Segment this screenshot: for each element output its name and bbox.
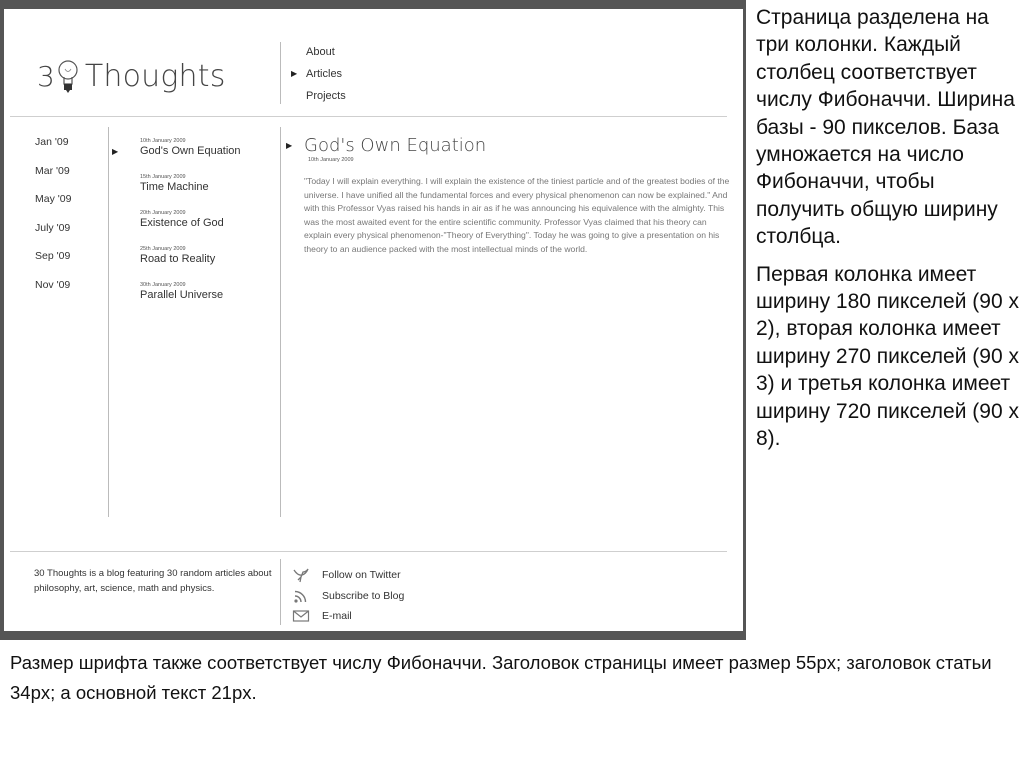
- bird-icon: [292, 567, 310, 583]
- twitter-link[interactable]: [292, 565, 404, 586]
- post-date: 10th January 2009: [308, 157, 354, 163]
- logo-number: 3: [37, 59, 55, 93]
- side-paragraph-1: Страница разделена на три колонки. Каждый столбец соответствует числу Фибоначчи. Ширина базы - 90 пикселов. База умножается на число Фибоначчи, чтобы получить общую ширину столбца.: [756, 6, 1015, 249]
- email-link[interactable]: [292, 606, 404, 627]
- column-divider-2: [280, 127, 281, 517]
- article-title: Time Machine: [140, 181, 209, 193]
- social-links: [292, 565, 404, 627]
- article-date: 30th January 2009: [140, 282, 186, 288]
- month-item[interactable]: Nov '09: [35, 278, 71, 291]
- article-item[interactable]: [140, 173, 241, 209]
- article-title: Parallel Universe: [140, 289, 224, 301]
- subscribe-label: Subscribe to Blog: [322, 589, 405, 602]
- article-item[interactable]: [140, 281, 241, 317]
- envelope-icon: [292, 608, 310, 624]
- article-item[interactable]: [140, 245, 241, 281]
- logo-word: Thoughts: [84, 58, 226, 94]
- blog-page: [4, 9, 743, 631]
- nav-item-projects[interactable]: Projects: [306, 90, 346, 102]
- main-nav: [306, 41, 346, 107]
- month-item[interactable]: Jan '09: [35, 136, 69, 148]
- footer-about: 30 Thoughts is a blog featuring 30 random articles about philosophy, art, science, math and physics.: [34, 568, 272, 594]
- side-description: [756, 4, 1024, 463]
- month-item[interactable]: July '09: [35, 221, 71, 234]
- footer-divider: [280, 559, 281, 625]
- article-item[interactable]: [140, 137, 241, 173]
- article-title: Road to Reality: [140, 253, 216, 265]
- nav-item-about[interactable]: About: [306, 46, 335, 58]
- month-item[interactable]: May '09: [35, 193, 72, 205]
- bottom-caption: Размер шрифта также соответствует числу Фибоначчи. Заголовок страницы имеет размер 55px; заголовок статьи 34px; а основной текст 21px.: [10, 652, 992, 703]
- article-date: 15th January 2009: [140, 174, 186, 180]
- month-item[interactable]: Mar '09: [35, 164, 70, 177]
- twitter-label: Follow on Twitter: [322, 569, 401, 582]
- article-list: [140, 137, 241, 317]
- header-divider: [280, 42, 281, 104]
- article-title: God's Own Equation: [140, 145, 241, 157]
- email-label: E-mail: [322, 610, 352, 623]
- article-date: 20th January 2009: [140, 210, 186, 216]
- header-rule: [10, 116, 727, 117]
- rss-icon: [292, 588, 310, 604]
- month-item[interactable]: Sep '09: [35, 250, 71, 262]
- article-item[interactable]: [140, 209, 241, 245]
- site-logo[interactable]: [37, 57, 226, 95]
- footer-rule: [10, 551, 727, 552]
- post-body: "Today I will explain everything. I will explain the existence of the tiniest particle and of the greatest bodies of the universe. I have unified all the fundamental forces and every physical phenomenon can now be explained." And with this Professor Vyas raised his hands in air as if he was announcing his equivalence with the almighty. This was the most awaited event for the entire scientific community. Professor Vyas claimed that his theory can explain every physical phenomenon-"Theory of Everything". Today he was going to give a presentation on his theory to an audience packed with the most intellectual minds of the world.: [304, 176, 730, 254]
- lightbulb-icon: [57, 57, 79, 95]
- nav-item-articles[interactable]: ▶ Articles: [306, 63, 346, 85]
- article-date: 25th January 2009: [140, 246, 186, 252]
- month-archive: [35, 136, 71, 307]
- column-divider-1: [108, 127, 109, 517]
- post-title: ▶ God's Own Equation: [304, 135, 736, 156]
- article-title: Existence of God: [140, 217, 224, 229]
- side-paragraph-2: Первая колонка имеет ширину 180 пикселей (90 х 2), вторая колонка имеет ширину 270 пикселей (90 х 3) и третья колонка имеет ширину 720 пикселей (90 х 8).: [756, 262, 1019, 451]
- post-content: [304, 135, 736, 257]
- subscribe-link[interactable]: [292, 586, 404, 607]
- article-date: ▶ 10th January 2009: [140, 138, 186, 144]
